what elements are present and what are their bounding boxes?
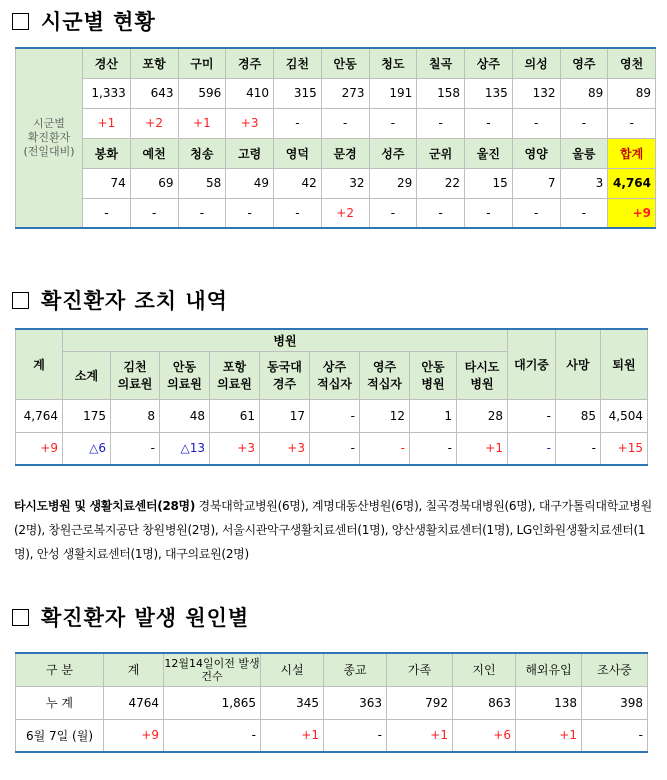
region-count: 15 xyxy=(465,168,513,198)
region-status-table xyxy=(15,47,656,229)
region-count: 135 xyxy=(465,78,513,108)
table-row xyxy=(16,48,656,78)
header-hospital-name: 안동 병원 xyxy=(410,351,457,399)
region-count: 89 xyxy=(608,78,656,108)
region-count: 191 xyxy=(369,78,417,108)
region-name: 안동 xyxy=(321,48,369,78)
region-name: 울릉 xyxy=(560,138,608,168)
region-count: 32 xyxy=(321,168,369,198)
region-name: 의성 xyxy=(512,48,560,78)
region-count: 3 xyxy=(560,168,608,198)
cell-value: 12 xyxy=(360,399,410,432)
region-count: 29 xyxy=(369,168,417,198)
section2-title: 확진환자 조치 내역 xyxy=(41,289,228,313)
note-heading: 타시도병원 및 생활치료센터(28명) xyxy=(14,499,196,513)
header-overseas: 해외유입 xyxy=(516,653,582,686)
region-change: - xyxy=(560,108,608,138)
region-change: - xyxy=(560,198,608,228)
region-change: - xyxy=(178,198,226,228)
table-row xyxy=(16,329,648,351)
cell-change: +3 xyxy=(210,432,260,465)
header-subtotal: 소계 xyxy=(63,351,111,399)
cell-change: - xyxy=(582,719,648,752)
section1-heading xyxy=(12,6,156,36)
section2-heading xyxy=(12,285,228,315)
header-hospital-name: 안동 의료원 xyxy=(160,351,210,399)
table-row xyxy=(16,719,648,752)
cell-value: 175 xyxy=(63,399,111,432)
cell-value: 863 xyxy=(453,686,516,719)
region-count: 410 xyxy=(226,78,274,108)
header-investigating: 조사중 xyxy=(582,653,648,686)
cell-value: 85 xyxy=(556,399,601,432)
cell-value: 17 xyxy=(260,399,310,432)
region-change: - xyxy=(226,198,274,228)
cell-change: - xyxy=(111,432,160,465)
table-row xyxy=(16,399,648,432)
region-count: 69 xyxy=(130,168,178,198)
cell-change: △13 xyxy=(160,432,210,465)
region-count: 7 xyxy=(512,168,560,198)
region-change: - xyxy=(465,108,513,138)
region-count: 596 xyxy=(178,78,226,108)
header-religion: 종교 xyxy=(324,653,387,686)
region-name: 문경 xyxy=(321,138,369,168)
region-count: 42 xyxy=(274,168,322,198)
table-row xyxy=(16,653,648,686)
region-name: 상주 xyxy=(465,48,513,78)
header-facility: 시설 xyxy=(261,653,324,686)
region-change: - xyxy=(512,198,560,228)
table-row xyxy=(16,432,648,465)
region-name: 청송 xyxy=(178,138,226,168)
region-name: 포항 xyxy=(130,48,178,78)
cell-change: +1 xyxy=(387,719,453,752)
region-change: - xyxy=(369,198,417,228)
region-count: 158 xyxy=(417,78,465,108)
cell-value: 1 xyxy=(410,399,457,432)
region-count: 1,333 xyxy=(83,78,131,108)
header-hospital-name: 타시도 병원 xyxy=(457,351,508,399)
cell-value: 792 xyxy=(387,686,453,719)
header-hospital-name: 김천 의료원 xyxy=(111,351,160,399)
region-name: 영주 xyxy=(560,48,608,78)
header-category: 구 분 xyxy=(16,653,104,686)
region-change: - xyxy=(274,198,322,228)
region-name: 청도 xyxy=(369,48,417,78)
region-name: 경주 xyxy=(226,48,274,78)
section1-title: 시군별 현황 xyxy=(41,10,156,34)
cell-value: 345 xyxy=(261,686,324,719)
region-name: 군위 xyxy=(417,138,465,168)
treatment-table xyxy=(15,328,648,466)
cell-value: 4,764 xyxy=(16,399,63,432)
header-total: 계 xyxy=(16,329,63,399)
note-text: 경북대학교병원(6명), 계명대동산병원(6명), 칠곡경북대병원(6명), 대구가톨릭대학교병원(2명), 창원근로복지공단 창원병원(2명), 서울시관악구생활치료센터(1명), 양산생활치료센터(1명), LG인화원생활치료센터(1명), 안성 생활치료센터(1명), 대구의료원(2명) xyxy=(14,499,652,561)
total-count: 4,764 xyxy=(608,168,656,198)
cell-value: 363 xyxy=(324,686,387,719)
cell-change: △6 xyxy=(63,432,111,465)
header-hospital-name: 포항 의료원 xyxy=(210,351,260,399)
cell-change: +9 xyxy=(104,719,164,752)
header-death: 사망 xyxy=(556,329,601,399)
cell-value: 1,865 xyxy=(164,686,261,719)
region-name: 고령 xyxy=(226,138,274,168)
header-hospital-name: 상주 적십자 xyxy=(310,351,360,399)
region-change: +3 xyxy=(226,108,274,138)
region-count: 89 xyxy=(560,78,608,108)
region-count: 643 xyxy=(130,78,178,108)
cell-change: - xyxy=(410,432,457,465)
region-name: 울진 xyxy=(465,138,513,168)
row-label: 누 계 xyxy=(16,686,104,719)
table-row xyxy=(16,108,656,138)
row-label: 6월 7일 (월) xyxy=(16,719,104,752)
total-change: +9 xyxy=(608,198,656,228)
checkbox-square-icon xyxy=(12,13,29,30)
header-acquaintance: 지인 xyxy=(453,653,516,686)
region-name: 칠곡 xyxy=(417,48,465,78)
region-name: 김천 xyxy=(274,48,322,78)
region-change: +1 xyxy=(178,108,226,138)
region-name: 예천 xyxy=(130,138,178,168)
cell-value: 4,504 xyxy=(601,399,648,432)
cell-change: - xyxy=(164,719,261,752)
region-name: 봉화 xyxy=(83,138,131,168)
cell-change: +15 xyxy=(601,432,648,465)
region-count: 74 xyxy=(83,168,131,198)
cell-change: - xyxy=(360,432,410,465)
region-change: - xyxy=(130,198,178,228)
section3-title: 확진환자 발생 원인별 xyxy=(41,606,250,630)
cell-value: 4764 xyxy=(104,686,164,719)
cause-table xyxy=(15,652,648,753)
side-label: 시군별 확진환자 (전일대비) xyxy=(16,48,83,228)
header-hospital-name: 영주 적십자 xyxy=(360,351,410,399)
cell-value: 28 xyxy=(457,399,508,432)
hospital-note xyxy=(14,494,659,566)
header-waiting: 대기중 xyxy=(508,329,556,399)
cell-change: - xyxy=(508,432,556,465)
region-count: 273 xyxy=(321,78,369,108)
region-change: - xyxy=(608,108,656,138)
region-change: - xyxy=(321,108,369,138)
region-change: - xyxy=(465,198,513,228)
header-discharged: 퇴원 xyxy=(601,329,648,399)
section3-heading xyxy=(12,602,249,632)
region-change: - xyxy=(512,108,560,138)
region-change: - xyxy=(417,198,465,228)
table-row xyxy=(16,138,656,168)
region-change: +1 xyxy=(83,108,131,138)
cell-value: - xyxy=(310,399,360,432)
cell-change: - xyxy=(310,432,360,465)
cell-change: +1 xyxy=(261,719,324,752)
region-change: +2 xyxy=(321,198,369,228)
cell-change: - xyxy=(324,719,387,752)
region-count: 58 xyxy=(178,168,226,198)
region-name: 구미 xyxy=(178,48,226,78)
region-change: +2 xyxy=(130,108,178,138)
cell-value: 48 xyxy=(160,399,210,432)
table-row xyxy=(16,168,656,198)
total-label: 합계 xyxy=(608,138,656,168)
cell-change: - xyxy=(556,432,601,465)
region-count: 22 xyxy=(417,168,465,198)
region-name: 영덕 xyxy=(274,138,322,168)
cell-change: +3 xyxy=(260,432,310,465)
header-total: 계 xyxy=(104,653,164,686)
region-name: 영양 xyxy=(512,138,560,168)
region-count: 132 xyxy=(512,78,560,108)
cell-value: - xyxy=(508,399,556,432)
header-before-dec14: 12월14일이전 발생건수 xyxy=(164,653,261,686)
checkbox-square-icon xyxy=(12,292,29,309)
cell-value: 398 xyxy=(582,686,648,719)
table-row xyxy=(16,78,656,108)
region-change: - xyxy=(83,198,131,228)
cell-value: 8 xyxy=(111,399,160,432)
region-name: 성주 xyxy=(369,138,417,168)
table-row xyxy=(16,198,656,228)
cell-value: 138 xyxy=(516,686,582,719)
region-change: - xyxy=(417,108,465,138)
checkbox-square-icon xyxy=(12,609,29,626)
region-name: 경산 xyxy=(83,48,131,78)
header-family: 가족 xyxy=(387,653,453,686)
header-hospital-name: 동국대 경주 xyxy=(260,351,310,399)
header-hospital: 병원 xyxy=(63,329,508,351)
region-count: 49 xyxy=(226,168,274,198)
cell-value: 61 xyxy=(210,399,260,432)
cell-change: +9 xyxy=(16,432,63,465)
table-row xyxy=(16,686,648,719)
cell-change: +6 xyxy=(453,719,516,752)
cell-change: +1 xyxy=(457,432,508,465)
region-change: - xyxy=(274,108,322,138)
region-count: 315 xyxy=(274,78,322,108)
region-name: 영천 xyxy=(608,48,656,78)
region-change: - xyxy=(369,108,417,138)
cell-change: +1 xyxy=(516,719,582,752)
